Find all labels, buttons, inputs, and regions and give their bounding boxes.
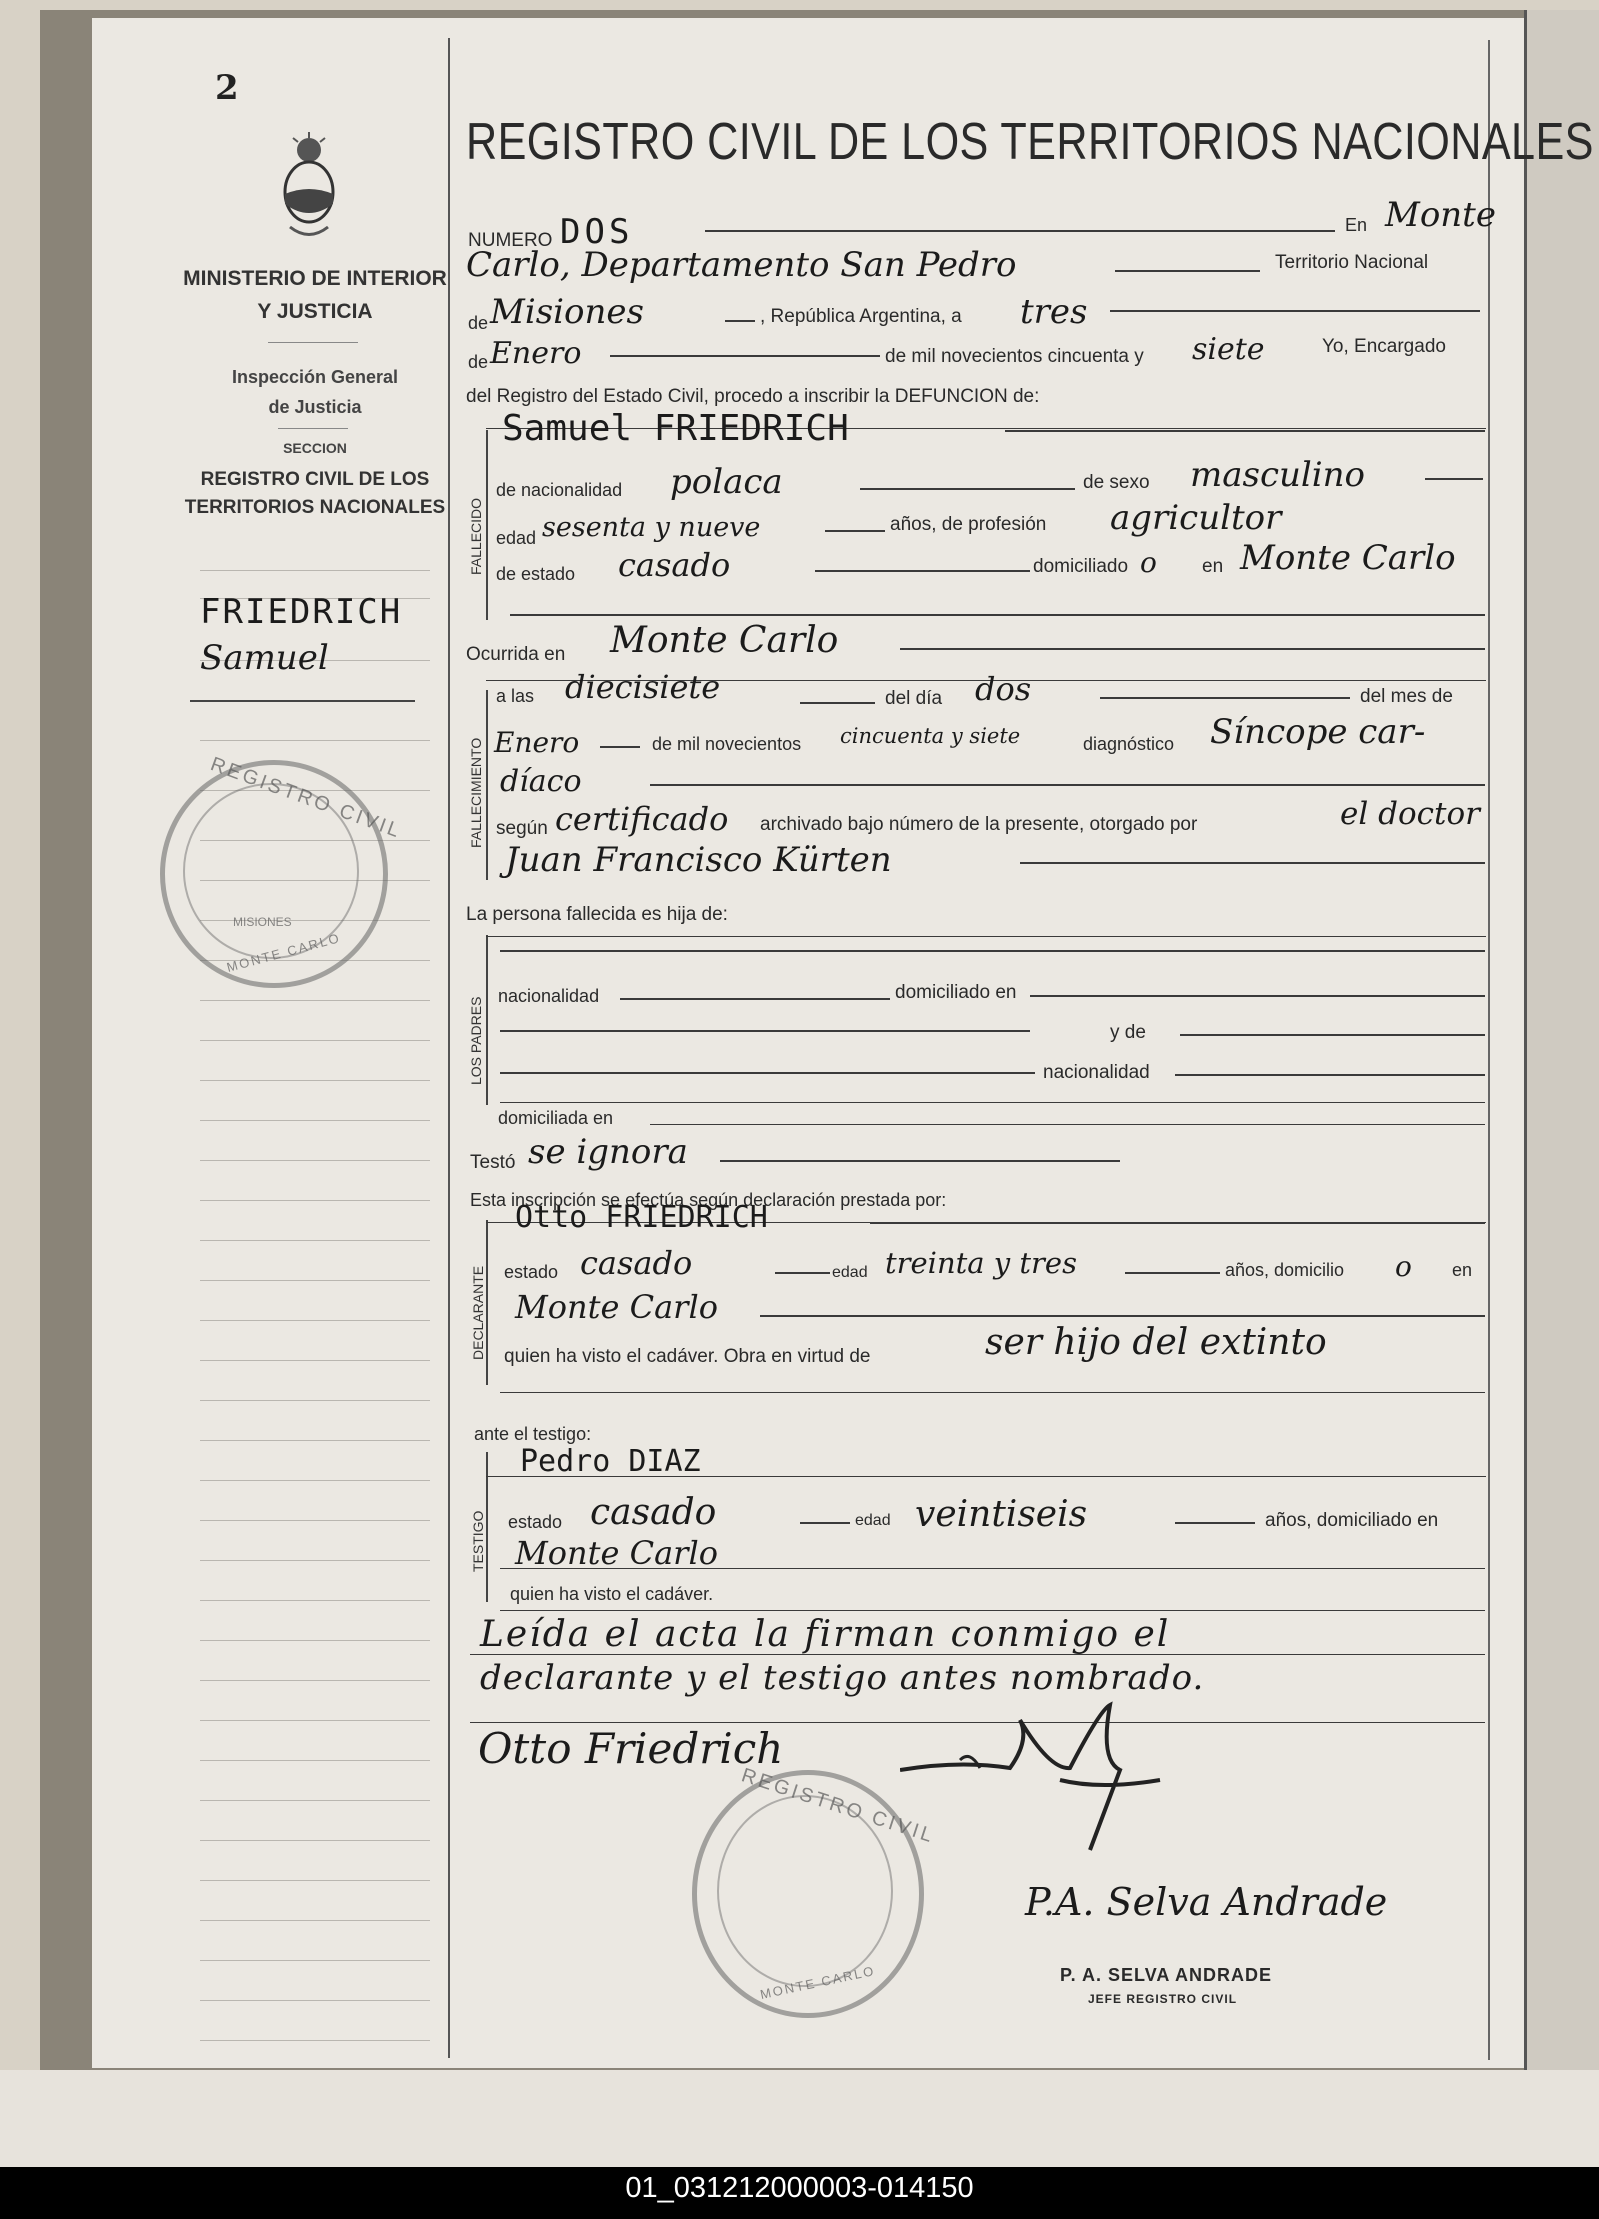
segun-label: según <box>496 818 548 839</box>
decl-anos-label: años, domicilio <box>1225 1260 1345 1280</box>
margin-rule <box>200 1040 430 1041</box>
day-dash <box>1110 310 1480 312</box>
testo-value: se ignora <box>528 1132 688 1172</box>
margin-rule <box>200 2000 430 2001</box>
page-title: REGISTRO CIVIL DE LOS TERRITORIOS NACIONALES <box>466 113 1594 171</box>
testigo-edad-dash <box>1175 1522 1255 1524</box>
inspection-label: Inspección General de Justicia <box>231 367 399 417</box>
sexo-dash <box>1425 478 1483 480</box>
testigo-cadaver-text: quien ha visto el cadáver. <box>510 1584 714 1604</box>
decl-bottom-rule <box>500 1392 1485 1393</box>
officer-title: JEFE REGISTRO CIVIL <box>1088 1992 1238 2006</box>
padres-rule-1b <box>486 936 1486 937</box>
margin-rule <box>200 1400 430 1401</box>
margin-rule <box>200 1680 430 1681</box>
diagnostico-value-2: díaco <box>500 764 582 799</box>
republica-label: , República Argentina, a <box>760 306 962 327</box>
closing-line-1: Leída el acta la firman conmigo el <box>480 1614 1171 1655</box>
y-de-dash <box>1180 1034 1485 1036</box>
decl-dom-mark: o <box>1395 1250 1412 1283</box>
estado-dash <box>815 570 1030 572</box>
testo-label: Testó <box>470 1152 516 1173</box>
mes-value: Enero <box>494 726 580 759</box>
margin-rule <box>200 1440 430 1441</box>
nacionalidad-value: polaca <box>670 462 783 502</box>
section-name: REGISTRO CIVIL DE LOS TERRITORIOS NACIONALES <box>184 469 446 518</box>
coat-of-arms-icon <box>278 132 340 242</box>
day-value: tres <box>1020 292 1088 332</box>
testo-dash <box>720 1160 1120 1162</box>
fallecido-blank-line <box>510 614 1485 616</box>
edad-label: edad <box>496 528 537 548</box>
testigo-bottom-rule <box>500 1610 1485 1611</box>
testigo-edad-label: edad <box>855 1512 891 1529</box>
margin-rule <box>200 740 430 741</box>
padres-rule-4 <box>500 1102 1485 1103</box>
declarante-signature: Otto Friedrich <box>478 1724 784 1773</box>
declarante-intro: Esta inscripción se efectúa según declaración prestada por: <box>470 1190 947 1210</box>
estado-value: casado <box>618 546 731 584</box>
witness-signature-icon <box>900 1690 1200 1860</box>
ocurrida-dash <box>900 648 1485 650</box>
diagnostico-value-1: Síncope car- <box>1210 712 1426 752</box>
margin-rule <box>200 1800 430 1801</box>
fallecido-label: FALLECIDO <box>468 497 484 575</box>
fallecido-domicilio-value: Monte Carlo <box>1240 538 1456 578</box>
padres-domiciliado-label: domiciliado en <box>895 982 1017 1003</box>
place-dash <box>1115 270 1260 272</box>
mes-dash <box>600 746 640 748</box>
image-caption: 01_031212000003-014150 <box>625 2172 974 2204</box>
closing-rule-1 <box>470 1654 1485 1655</box>
padres-label: LOS PADRES <box>468 996 484 1085</box>
section-label: SECCION <box>283 440 347 456</box>
testigo-estado-label: estado <box>508 1512 563 1532</box>
declarante-label: DECLARANTE <box>470 1265 486 1360</box>
ministry-label: MINISTERIO DE INTERIOR Y JUSTICIA <box>183 267 447 323</box>
de-label-2: de <box>468 352 489 372</box>
certificado-value: certificado <box>555 800 729 838</box>
month-dash <box>610 355 880 357</box>
padres-rule-1 <box>500 950 1485 952</box>
anos-label: años, de profesión <box>890 514 1047 535</box>
margin-rule <box>200 1880 430 1881</box>
padres-rule-2 <box>500 1030 1030 1032</box>
por-value: el doctor <box>1340 796 1480 832</box>
padres-dom-dash <box>1030 995 1485 997</box>
name-dash <box>1005 430 1485 432</box>
diagnostico-label: diagnóstico <box>1083 734 1175 754</box>
margin-rule <box>200 1560 430 1561</box>
right-page-edge <box>1524 10 1599 2070</box>
closing-line-2: declarante y el testigo antes nombrado. <box>480 1658 1205 1698</box>
year-value: siete <box>1192 332 1265 367</box>
margin-rule <box>200 1080 430 1081</box>
territorio-label: Territorio Nacional <box>1275 252 1429 273</box>
inspection-underline <box>278 428 348 429</box>
domiciliada-label: domiciliada en <box>498 1108 614 1128</box>
margin-divider <box>448 38 450 2058</box>
testigo-anos-label: años, domiciliado en <box>1265 1510 1439 1531</box>
month-value: Enero <box>490 336 582 371</box>
sexo-label: de sexo <box>1083 472 1150 493</box>
registro-civil-stamp-bottom: REGISTRO CIVIL MONTE CARLO <box>692 1770 924 2018</box>
fall-mil-label: de mil novecientos <box>652 734 802 754</box>
hora-value: diecisiete <box>565 668 721 706</box>
dia-value: dos <box>975 670 1032 708</box>
margin-rule <box>200 1480 430 1481</box>
margin-rule <box>200 1320 430 1321</box>
numero-dash <box>705 230 1335 232</box>
fallecido-name: Samuel FRIEDRICH <box>502 408 849 449</box>
margin-rule <box>200 1280 430 1281</box>
y-de-label: y de <box>1110 1022 1146 1043</box>
registro-civil-stamp: REGISTRO CIVIL MISIONES MONTE CARLO <box>160 760 388 988</box>
officer-signature: P.A. Selva Andrade <box>1025 1880 1388 1924</box>
margin-rule <box>200 1240 430 1241</box>
sexo-value: masculino <box>1190 455 1366 495</box>
en-label: En <box>1345 215 1368 235</box>
decl-cadaver-text: quien ha visto el cadáver. Obra en virtud de <box>504 1346 871 1367</box>
doctor-value: Juan Francisco Kürten <box>505 840 892 880</box>
decl-estado-label: estado <box>504 1262 559 1282</box>
margin-rule <box>200 1520 430 1521</box>
fall-anio-value: cincuenta y siete <box>840 724 1021 748</box>
margin-rule <box>200 2040 430 2041</box>
decl-domicilio-value: Monte Carlo <box>515 1288 718 1326</box>
margin-rule <box>200 1960 430 1961</box>
domiciliado-mark: o <box>1140 546 1157 579</box>
hija-label: La persona fallecida es hija de: <box>466 904 728 925</box>
padres-nac2-dash <box>1175 1074 1485 1076</box>
margin-surname: FRIEDRICH <box>200 592 403 632</box>
decl-virtud-value: ser hijo del extinto <box>985 1322 1327 1363</box>
domiciliada-dash <box>650 1124 1485 1125</box>
fallecimiento-label: FALLECIMIENTO <box>468 737 484 848</box>
decl-edad-value: treinta y tres <box>885 1246 1077 1280</box>
fallecimiento-bracket <box>486 690 488 880</box>
ministry-underline <box>268 342 358 343</box>
edad-dash <box>825 530 885 532</box>
fallecido-bracket <box>486 430 488 620</box>
testigo-domicilio-dash <box>500 1568 1485 1569</box>
declarante-name: Otto FRIEDRICH <box>515 1200 768 1235</box>
mes-label: del mes de <box>1360 686 1453 707</box>
testigo-bracket <box>486 1452 488 1602</box>
right-border <box>1488 40 1490 2060</box>
numero-value: DOS <box>560 212 634 252</box>
margin-name-underline <box>190 700 415 702</box>
hora-dash <box>800 702 875 704</box>
place-value-2: Carlo, Departamento San Pedro <box>466 245 1017 285</box>
nacionalidad-label: de nacionalidad <box>496 480 623 500</box>
margin-rule <box>200 1920 430 1921</box>
decl-edad-dash <box>1125 1272 1220 1274</box>
margin-given-name: Samuel <box>200 638 329 678</box>
mil-label: de mil novecientos cincuenta y <box>885 346 1144 367</box>
estado-label: de estado <box>496 564 576 584</box>
margin-rule <box>200 1200 430 1201</box>
testigo-label: TESTIGO <box>470 1510 486 1572</box>
ocurrida-value: Monte Carlo <box>610 620 839 661</box>
ante-label: ante el testigo: <box>474 1424 592 1444</box>
testigo-edad-value: veintiseis <box>915 1494 1088 1535</box>
diagnostico-dash <box>650 784 1485 786</box>
margin-rule <box>200 1840 430 1841</box>
archivado-text: archivado bajo número de la presente, otorgado por <box>760 814 1198 835</box>
province-value: Misiones <box>490 292 644 332</box>
testigo-estado-value: casado <box>590 1492 717 1533</box>
edad-value: sesenta y nueve <box>542 512 761 543</box>
padres-nacionalidad2-label: nacionalidad <box>1043 1062 1150 1083</box>
decl-domicilio-dash <box>760 1315 1485 1317</box>
dia-dash <box>1100 697 1350 699</box>
page-number: 2 <box>215 68 239 108</box>
yo-label: Yo, Encargado <box>1322 336 1446 357</box>
officer-name: P. A. SELVA ANDRADE <box>1060 1965 1273 1985</box>
bottom-shadow <box>0 2070 1599 2167</box>
ocurrida-label: Ocurrida en <box>466 644 566 665</box>
domiciliado-label: domiciliado <box>1033 556 1129 577</box>
margin-rule <box>200 1640 430 1641</box>
registro-text: del Registro del Estado Civil, procedo a inscribir la DEFUNCION de: <box>466 386 1040 407</box>
decl-estado-value: casado <box>580 1244 693 1282</box>
margin-rule <box>200 1360 430 1361</box>
place-value-1: Monte <box>1385 195 1496 235</box>
margin-rule <box>200 570 430 571</box>
padres-nacionalidad-label: nacionalidad <box>498 986 600 1006</box>
margin-rule <box>200 1760 430 1761</box>
nacionalidad-dash <box>860 488 1075 490</box>
decl-edad-label: edad <box>832 1264 868 1281</box>
margin-rule <box>200 1720 430 1721</box>
margin-rule <box>200 1160 430 1161</box>
profesion-value: agricultor <box>1110 498 1282 538</box>
padres-bracket <box>486 935 488 1105</box>
padres-rule-3 <box>500 1072 1035 1074</box>
testigo-estado-dash <box>800 1522 850 1524</box>
fallecido-en-label: en <box>1202 556 1224 577</box>
numero-label: NUMERO <box>468 230 553 251</box>
de-label: de <box>468 313 489 333</box>
margin-rule <box>200 1000 430 1001</box>
declarante-bracket <box>486 1220 488 1385</box>
testigo-name: Pedro DIAZ <box>520 1444 701 1479</box>
margin-rule <box>200 1600 430 1601</box>
declarante-name-dash <box>870 1222 1485 1224</box>
dia-label: del día <box>885 688 943 709</box>
decl-en-label: en <box>1452 1260 1473 1280</box>
margin-rule <box>200 1120 430 1121</box>
decl-estado-dash <box>775 1272 830 1274</box>
doctor-dash <box>1020 862 1485 864</box>
testigo-domicilio-value: Monte Carlo <box>515 1534 718 1572</box>
province-dash <box>725 320 755 322</box>
padres-nac-dash <box>620 998 890 1000</box>
alas-label: a las <box>496 686 535 706</box>
